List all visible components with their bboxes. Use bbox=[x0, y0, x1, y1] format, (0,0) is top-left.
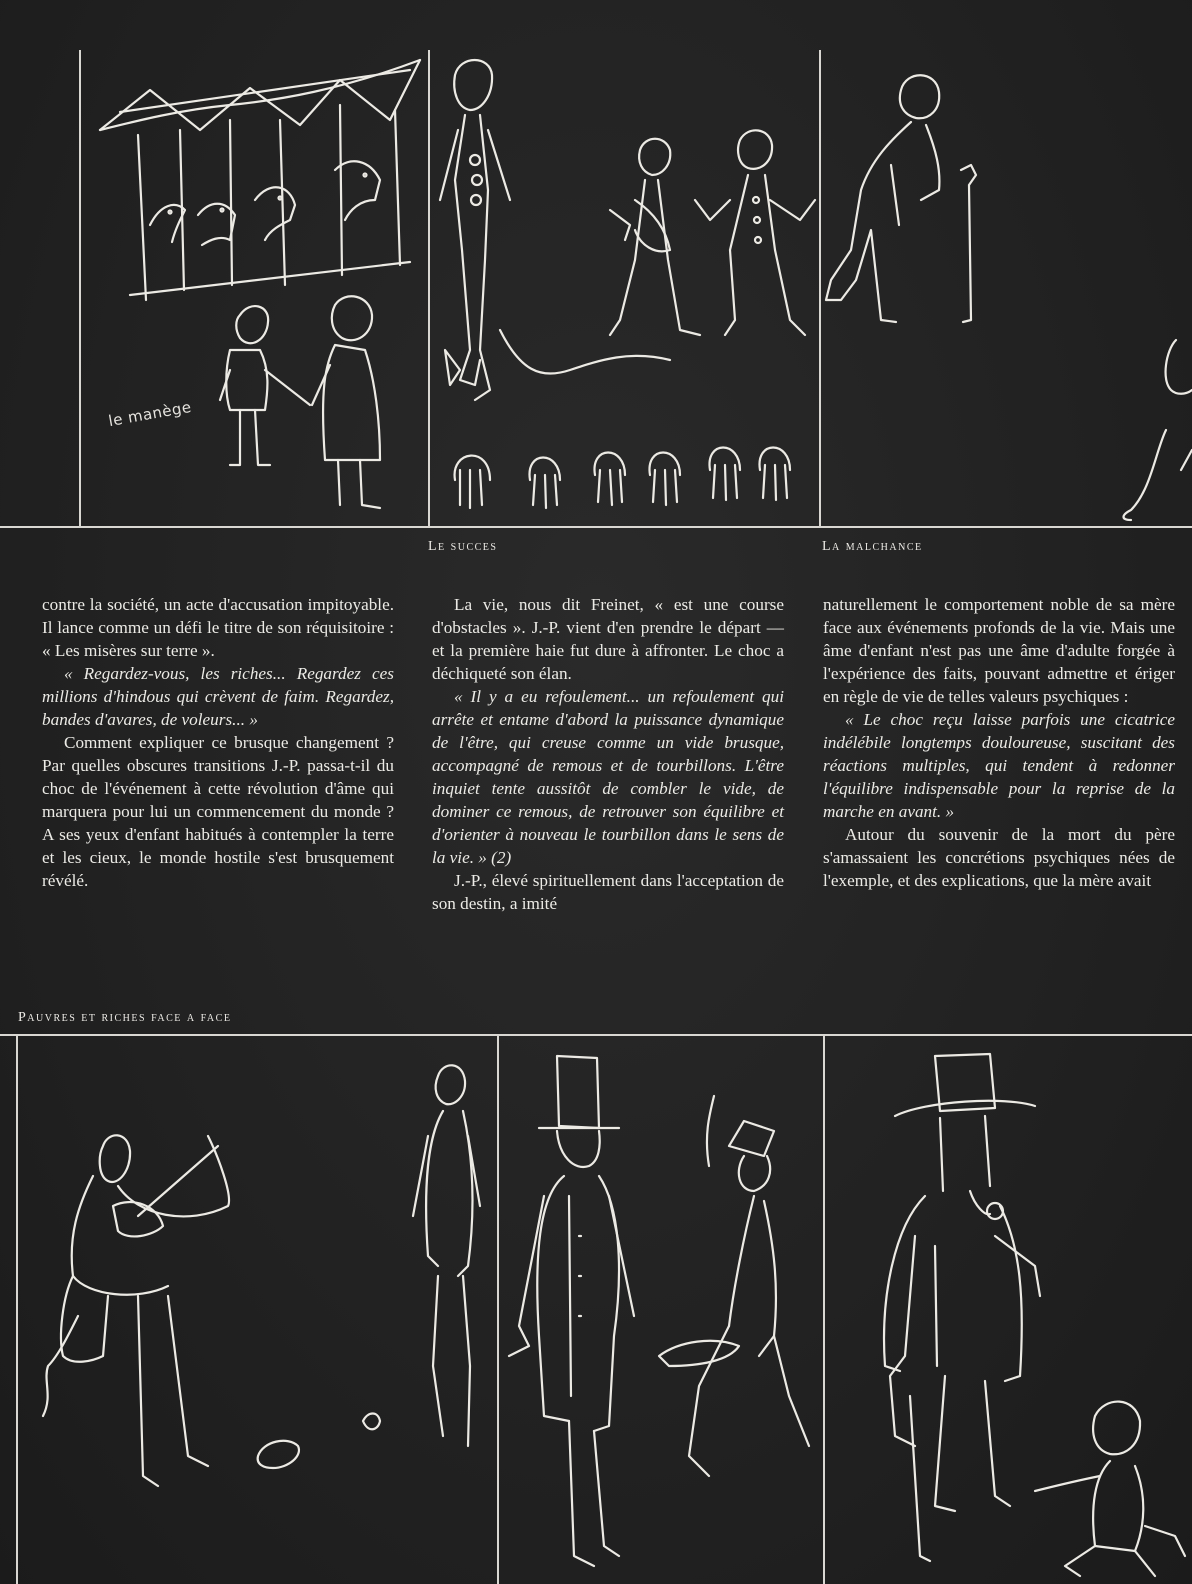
paragraph: contre la société, un acte d'accusation impitoyable. Il lance comme un défi le titre de son réquisitoire : « Les misères sur terre ». bbox=[42, 595, 394, 660]
caption-le-succes: Le succes bbox=[428, 539, 498, 554]
paragraph: Autour du souvenir de la mort du père s'amassaient les concrétions psychiques nées de l'exemple, et des explications, que la mère avait bbox=[823, 825, 1175, 890]
paragraph: J.-P., élevé spirituellement dans l'acceptation de son destin, a imité bbox=[432, 871, 784, 913]
caption-la-malchance: La malchance bbox=[822, 539, 923, 554]
drawing-label-manege: le manège bbox=[107, 397, 193, 431]
drawing-rich-man-child bbox=[825, 1036, 1192, 1584]
paragraph-quote: « Regardez-vous, les riches... Regardez ces millions d'hindous qui crèvent de faim. Regardez, bandes d'avares, de voleurs... » bbox=[42, 664, 394, 729]
caption-pauvres-et-riches: Pauvres et riches face a face bbox=[18, 1010, 232, 1025]
paragraph: La vie, nous dit Freinet, « est une course d'obstacles ». J.-P. vient d'en prendre le départ — et la première haie fut dure à affronter. Le choc a déchiqueté son élan. bbox=[432, 595, 784, 683]
paragraph: naturellement le comportement noble de sa mère face aux événements profonds de la vie. Mais une âme d'enfant n'est pas une âme d'adulte forgée à l'expérience des faits, pouvant admettre et ériger en règle de vie de telles valeurs psychiques : bbox=[823, 595, 1175, 706]
drawing-succes bbox=[430, 50, 819, 526]
drawing-manege bbox=[80, 50, 428, 526]
text-column-1 bbox=[42, 593, 394, 892]
frame-rule bbox=[0, 526, 1192, 528]
drawing-malchance bbox=[821, 50, 1192, 526]
drawing-violinist bbox=[18, 1036, 497, 1584]
drawing-top-hat-beggar bbox=[499, 1036, 823, 1584]
text-column-3 bbox=[823, 593, 1175, 892]
paragraph-quote: « Le choc reçu laisse parfois une cicatrice indélébile longtemps douloureuse, suscitant des réactions multiples, qui tendent à redonner l'équilibre indispensable pour la reprise de la marche en avant. » bbox=[823, 710, 1175, 821]
paragraph: Comment expliquer ce brusque changement ? Par quelles obscures transitions J.-P. passa-t-il du choc de l'événement à cette révolution d'âme qui marquera pour lui un commencement du monde ? A ses yeux d'enfant habitués à contempler la terre et les cieux, le monde hostile s'est brusquement révélé. bbox=[42, 733, 394, 890]
text-column-2 bbox=[432, 593, 784, 915]
paragraph-quote: « Il y a eu refoulement... un refoulement qui arrête et entame d'abord la puissance dynamique de l'être, qui creuse comme un vide brusque, accompagné de remous et de tourbillons. L'être inquiet tente aussitôt de combler le vide, de dominer ce remous, de retrouver son équilibre et d'orienter à nouveau le tourbillon dans le sens de la vie. » (2) bbox=[432, 687, 784, 867]
